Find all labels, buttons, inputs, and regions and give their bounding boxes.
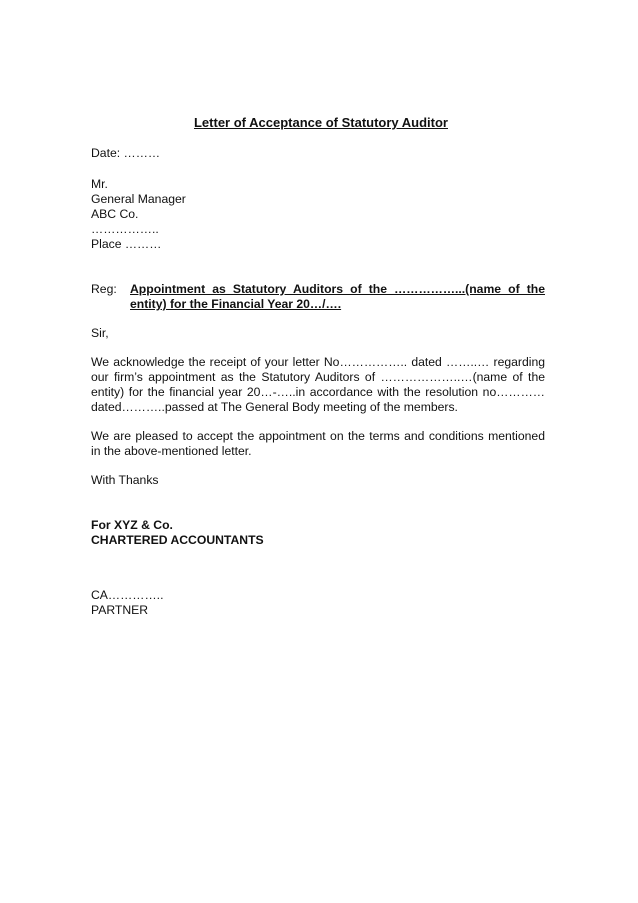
firm-name: For XYZ & Co. — [91, 518, 173, 532]
letter-title: Letter of Acceptance of Statutory Auditor — [193, 115, 448, 130]
signatory-ca-number: CA………….. — [91, 588, 164, 602]
recipient-address-blank: …………….. — [91, 222, 159, 236]
firm-signature-block — [91, 518, 545, 548]
acceptance-paragraph: We are pleased to accept the appointment on the terms and conditions mentioned in the above-mentioned letter. — [91, 429, 545, 458]
recipient-company: ABC Co. — [91, 207, 139, 221]
recipient-place: Place ……… — [91, 237, 162, 251]
signatory-role: PARTNER — [91, 603, 149, 617]
acknowledgement-paragraph: We acknowledge the receipt of your letter No…………….. dated ……..… regarding our firm’s appointment as the Statutory Auditors of ………………..…(name of the entity) for the financial year 20…-…..in accordance with the resolution no…………dated………..passed at The General Body meeting of the members. — [91, 355, 545, 414]
reg-label: Reg: — [91, 282, 117, 296]
signatory-block — [91, 588, 545, 618]
recipient-designation: General Manager — [91, 192, 186, 206]
date-text: Date: ……… — [91, 146, 161, 160]
reg-subject-text: Appointment as Statutory Auditors of the ……………...(name of the entity) for the Financial Year 20…/…. — [130, 282, 545, 311]
recipient-title: Mr. — [91, 177, 108, 191]
date-line — [91, 146, 545, 161]
subject-reference — [91, 282, 545, 312]
recipient-address — [91, 177, 545, 252]
firm-designation: CHARTERED ACCOUNTANTS — [91, 533, 264, 547]
closing-text: With Thanks — [91, 473, 159, 487]
greeting-text: Sir, — [91, 326, 109, 340]
greeting — [91, 326, 545, 341]
closing — [91, 473, 545, 488]
letter-body — [91, 115, 545, 618]
